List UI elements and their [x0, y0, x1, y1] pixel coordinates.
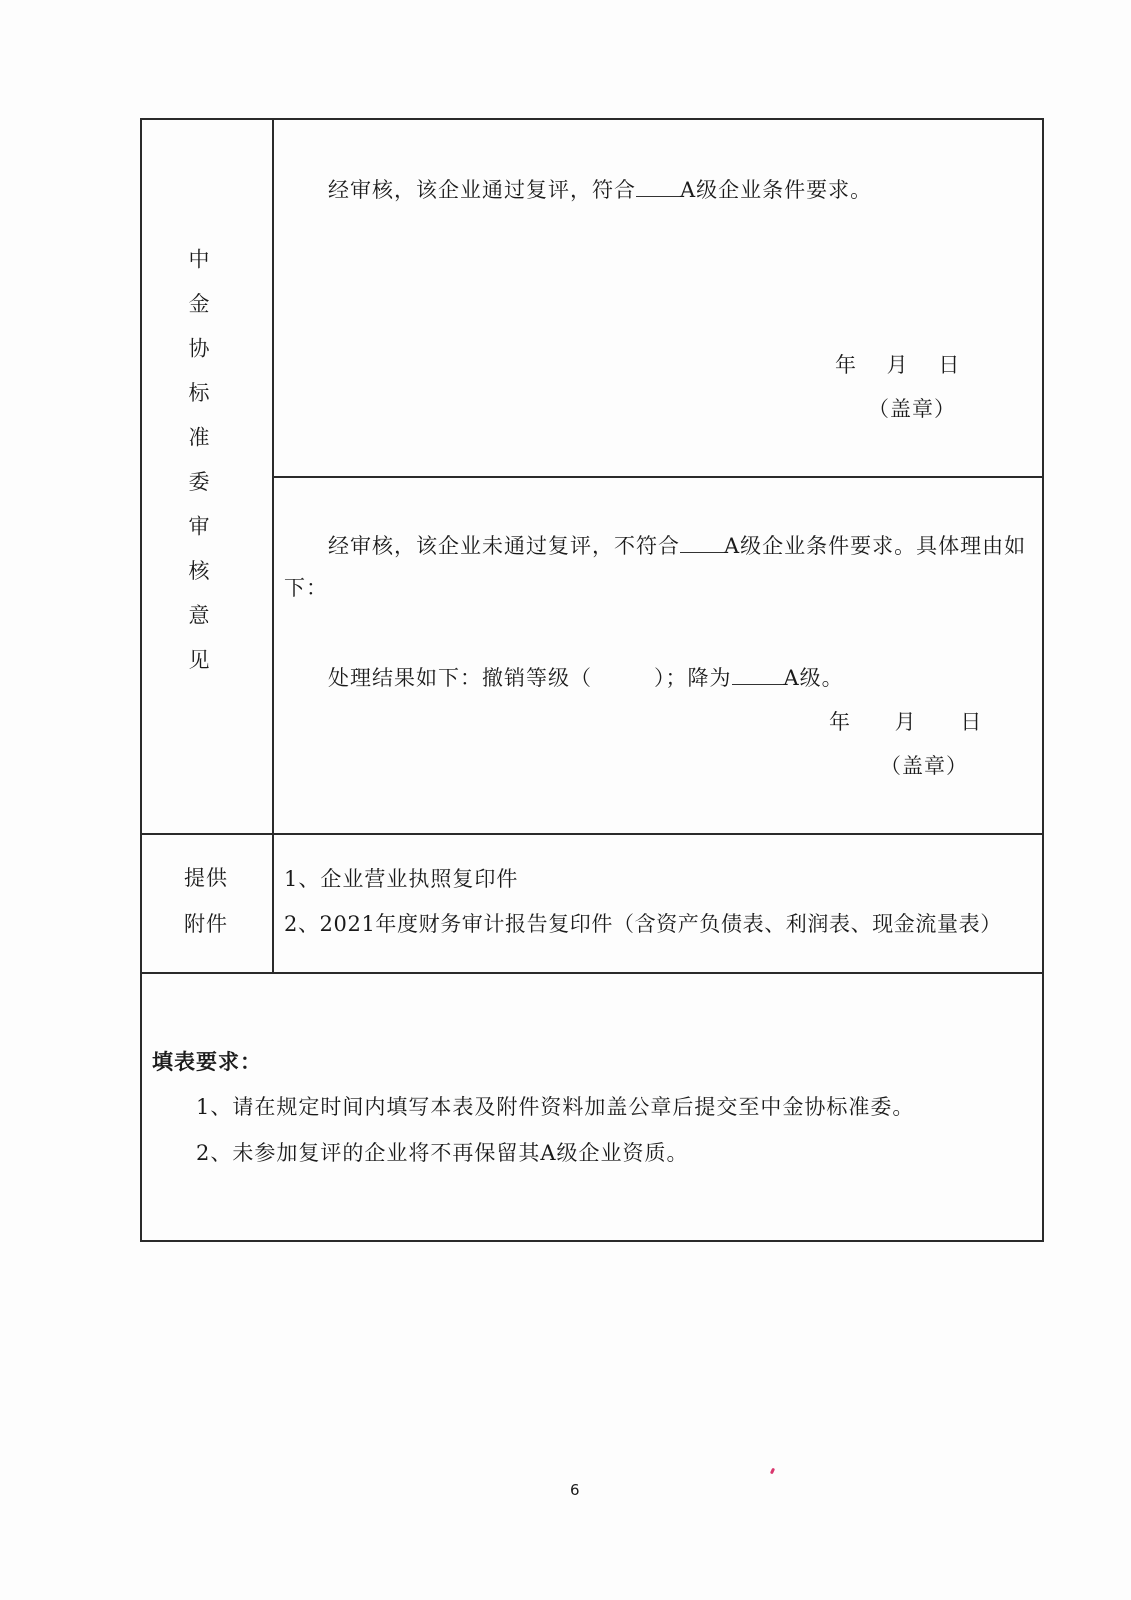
attachment-item: 2、2021年度财务审计报告复印件（含资产负债表、利润表、现金流量表） — [284, 912, 1002, 936]
attachments-label-line1: 提供 — [184, 866, 228, 890]
fail-seal: （盖章） — [880, 754, 968, 778]
attachment-item: 1、企业营业执照复印件 — [284, 867, 519, 891]
row-divider-attachments-instructions — [140, 972, 1044, 974]
fail-level-blank[interactable] — [680, 534, 724, 553]
page-number: 6 — [570, 1481, 580, 1499]
fail-result-line — [328, 666, 844, 689]
instruction-item: 1、请在规定时间内填写本表及附件资料加盖公章后提交至中金协标准委。 — [196, 1095, 915, 1119]
pass-date-line: 年 月 日 — [835, 353, 960, 377]
pass-text-before: 经审核，该企业通过复评，符合 — [328, 178, 636, 202]
column-divider — [272, 118, 274, 973]
fail-date-line: 年 月 日 — [829, 710, 982, 734]
fail-statement — [328, 534, 1026, 557]
fail-text-after: A级企业条件要求。具体理由如 — [724, 534, 1027, 558]
instruction-item: 2、未参加复评的企业将不再保留其A级企业资质。 — [196, 1141, 689, 1165]
pass-level-blank[interactable] — [636, 178, 680, 197]
pass-statement — [328, 178, 872, 201]
review-section-label: 中金协标准委审核意见 — [186, 247, 210, 693]
downgrade-level-blank[interactable] — [732, 666, 784, 685]
instructions-title: 填表要求： — [152, 1049, 262, 1074]
fail-statement-continued: 下： — [284, 576, 328, 600]
stray-mark — [770, 1468, 775, 1475]
result-text-mid: ）；降为 — [654, 666, 732, 690]
attachments-label-line2: 附件 — [184, 912, 228, 936]
result-text-after: A级。 — [783, 666, 844, 690]
pass-seal: （盖章） — [868, 397, 956, 421]
pass-text-after: A级企业条件要求。 — [680, 178, 873, 202]
result-text-before: 处理结果如下：撤销等级（ — [328, 666, 592, 690]
row-divider-pass-fail — [272, 476, 1044, 478]
row-divider-review-attachments — [140, 833, 1044, 835]
fail-text-before: 经审核，该企业未通过复评，不符合 — [328, 534, 680, 558]
